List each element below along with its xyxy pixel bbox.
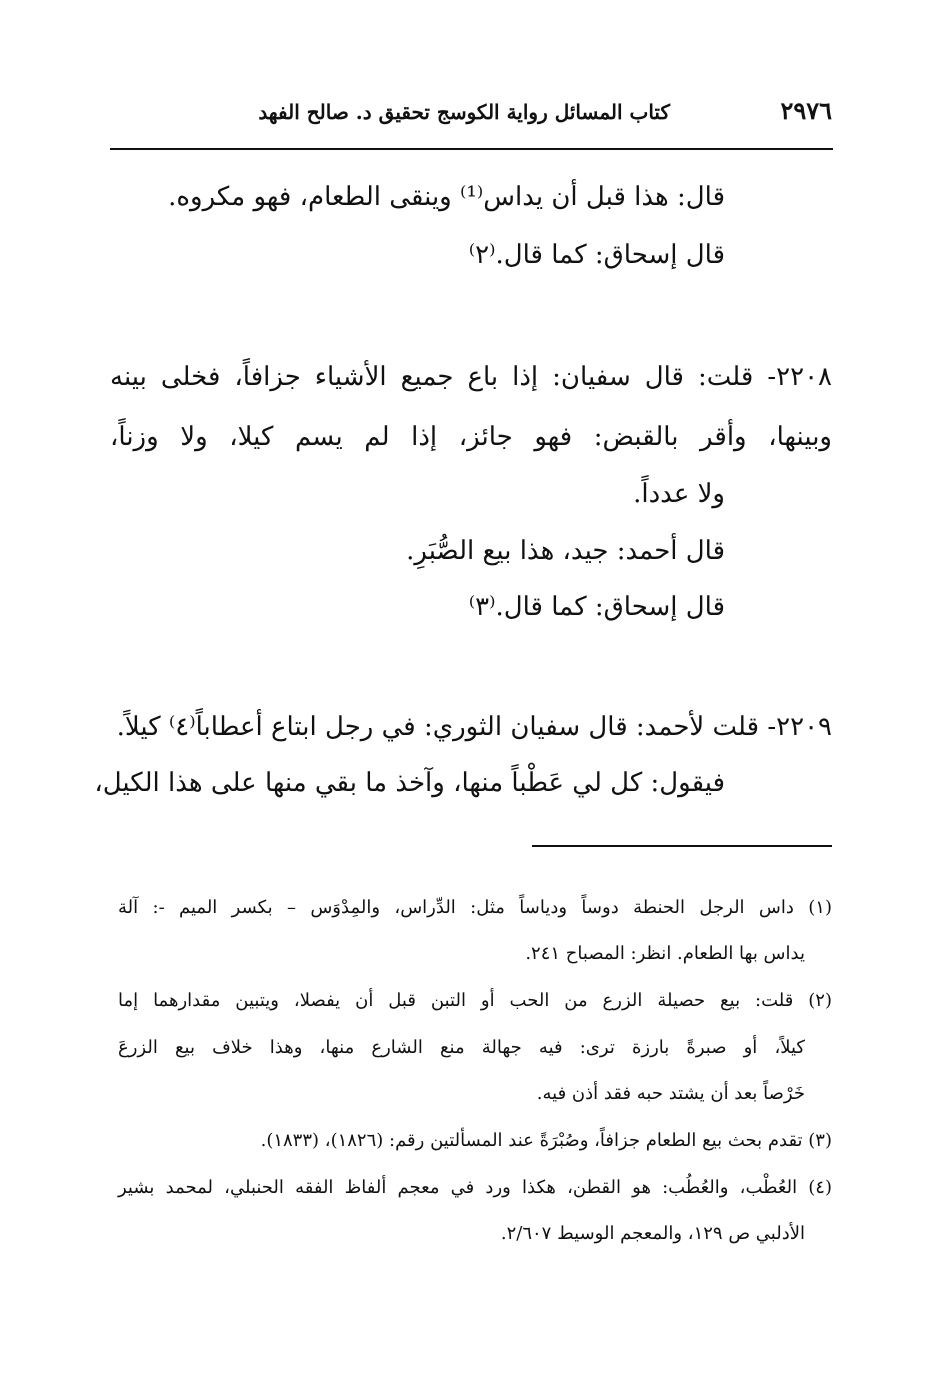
footnote-line-5: خَرْصاً بعد أن يشتد حبه فقد أذن فيه. (536, 1083, 805, 1104)
body-line-8: ٢٢٠٩- قلت لأحمد: قال سفيان الثوري: في رجل ابتاع أعطاباً⁽٤⁾ كيلاً. (116, 712, 832, 742)
footnote-rule (532, 845, 832, 847)
page-number: ٢٩٧٦ (780, 96, 832, 125)
footnote-line-8: الأدلبي ص ١٢٩، والمعجم الوسيط ٢/٦٠٧. (500, 1223, 805, 1244)
header-rule (110, 148, 833, 150)
body-line-5: ولا عدداً. (633, 479, 725, 509)
body-line-6: قال أحمد: جيد، هذا بيع الصُّبَرِ. (406, 536, 725, 566)
footnote-line-2: يداس بها الطعام. انظر: المصباح ٢٤١. (525, 943, 805, 964)
body-line-7: قال إسحاق: كما قال.⁽٣⁾ (468, 592, 725, 622)
running-header-title: كتاب المسائل رواية الكوسج تحقيق د. صالح الفهد (258, 100, 670, 124)
body-line-4: وبينها، وأقر بالقبض: فهو جائز، إذا لم يسم كيلا، ولا وزناً، (110, 422, 832, 452)
footnote-line-7: (٤) العُطْب، والعُطُب: هو القطن، هكذا ورد في معجم ألفاظ الفقه الحنبلي، لمحمد بشير (118, 1177, 832, 1198)
footnote-line-1: (١) داس الرجل الحنطة دوساً ودياساً مثل: الدِّراس، والمِدْوَس – بكسر الميم -: آلة (118, 897, 832, 918)
body-line-3: ٢٢٠٨- قلت: قال سفيان: إذا باع جميع الأشياء جزافاً، فخلى بينه (110, 362, 832, 392)
footnote-line-4: كيلاً، أو صبرةً بارزة ترى: فيه جهالة منع الشارع منها، وهذا خلاف بيع الزرعَ (118, 1037, 805, 1058)
body-line-2: قال إسحاق: كما قال.⁽٢⁾ (468, 240, 725, 270)
body-line-9: فيقول: كل لي عَطْباً منها، وآخذ ما بقي منها على هذا الكيل، (94, 768, 725, 798)
footnote-line-6: (٣) تقدم بحث بيع الطعام جزافاً، وصُبْرَةً عند المسألتين رقم: (١٨٢٦)، (١٨٣٣). (260, 1130, 832, 1151)
footnote-line-3: (٢) قلت: بيع حصيلة الزرع من الحب أو التبن قبل أن يفصلا، ويتبين مقدارهما إما (118, 990, 832, 1011)
body-line-1: قال: هذا قبل أن يداس⁽¹⁾ وينقى الطعام، فهو مكروه. (168, 182, 725, 212)
